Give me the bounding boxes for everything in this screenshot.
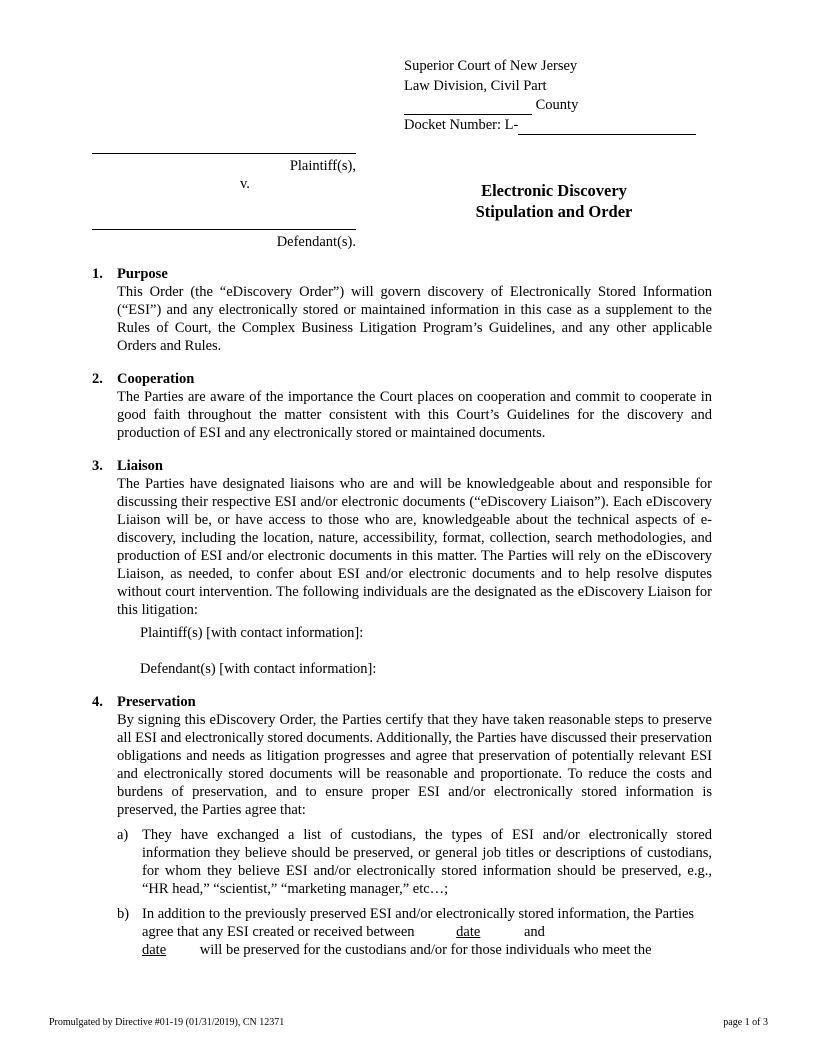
section-body: By signing this eDiscovery Order, the Parties certify that they have taken reasonable steps to preserve all ESI and electronically stored documents. Additionally, the Parties have discussed their preservation obligations and needs as litigation progresses and agree that preservation of potentially relevant ESI and electronically stored documents will be reasonable and proportionate. To reduce the costs and burdens of preservation, and to ensure proper ESI and/or electronically stored information is preserved, the Parties agree that: (117, 712, 713, 818)
list-item-text-continued: will be preserved for the custodians and/or for those individuals who meet the (199, 942, 652, 958)
list-item-text: They have exchanged a list of custodians, the types of ESI and/or electronically stored information they believe should be preserved, or general job titles or descriptions of custodians, for whom they believe ESI and/or electronically stored information should be preserved, e.g., “HR head,” “scientist,” “marketing manager,” etc…; (142, 827, 712, 897)
order-sections (92, 265, 712, 974)
section-number: 3. (92, 458, 103, 474)
title-line-2: Stipulation and Order (475, 202, 633, 221)
county-blank[interactable] (404, 96, 532, 115)
section-heading: Liaison (117, 458, 163, 474)
docket-blank[interactable] (518, 116, 696, 135)
list-item-b (117, 905, 712, 959)
footer-page-number: page 1 of 3 (723, 1017, 768, 1028)
county-line (404, 96, 724, 116)
section-body: The Parties have designated liaisons who are and will be knowledgeable about and responsible for discussing their respective ESI and/or electronic documents (“eDiscovery Liaison”). Each eDiscovery Liaison will be, or have access to those who are, knowledgeable about the technical aspects of e-discovery, including the location, nature, accessibility, format, collection, search methodologies, and production of ESI and/or electronic documents in this matter. The Parties will rely on the eDiscovery Liaison, as needed, to confer about ESI and/or electronic documents and to help resolve disputes without court intervention. The following individuals are the designated as the eDiscovery Liaison for this litigation: (117, 476, 712, 618)
plaintiff-contact: Plaintiff(s) [with contact information]: (140, 625, 364, 641)
versus-label: v. (240, 176, 250, 192)
section-number: 1. (92, 266, 103, 282)
list-marker: a) (117, 827, 129, 843)
list-item-a (117, 826, 712, 898)
section-cooperation (92, 370, 712, 442)
plaintiff-signature-line[interactable] (92, 153, 356, 154)
and-label: and (523, 924, 545, 940)
plaintiff-label: Plaintiff(s), (289, 158, 356, 174)
section-heading: Preservation (117, 694, 196, 710)
document-title (440, 180, 668, 222)
title-line-1: Electronic Discovery (481, 181, 627, 200)
docket-label: Docket Number: L- (404, 116, 519, 133)
defendant-label: Defendant(s). (276, 234, 356, 250)
footer-directive: Promulgated by Directive #01-19 (01/31/2019), CN 12371 (49, 1017, 285, 1028)
section-heading: Cooperation (117, 371, 195, 387)
section-number: 2. (92, 371, 103, 387)
list-item-text: In addition to the previously preserved ESI and/or electronically stored information, the Parties agree that any ESI created or received between (142, 906, 695, 940)
court-division: Law Division, Civil Part (404, 77, 547, 94)
defendant-signature-line[interactable] (92, 229, 356, 230)
defendant-contact: Defendant(s) [with contact information]: (140, 661, 377, 677)
section-number: 4. (92, 694, 103, 710)
docket-line (404, 116, 724, 136)
court-name: Superior Court of New Jersey (404, 58, 578, 74)
section-preservation (92, 693, 712, 959)
county-label: County (535, 97, 579, 113)
start-date-field[interactable]: date (456, 924, 481, 940)
court-header (404, 57, 724, 135)
section-heading: Purpose (117, 266, 168, 282)
list-marker: b) (117, 906, 130, 922)
section-liaison (92, 457, 712, 678)
section-body: This Order (the “eDiscovery Order”) will govern discovery of Electronically Stored Information (“ESI”) and any electronically stored or maintained information in this case as a supplement to the Rules of Court, the Complex Business Litigation Program’s Guidelines, and any other applicable Orders and Rules. (117, 284, 712, 354)
section-body: The Parties are aware of the importance the Court places on cooperation and commit to cooperate in good faith throughout the matter consistent with this Court’s Guidelines for the discovery and production of ESI and any electronically stored or maintained documents. (117, 389, 712, 441)
section-purpose (92, 265, 712, 355)
end-date-field[interactable]: date (142, 942, 167, 958)
